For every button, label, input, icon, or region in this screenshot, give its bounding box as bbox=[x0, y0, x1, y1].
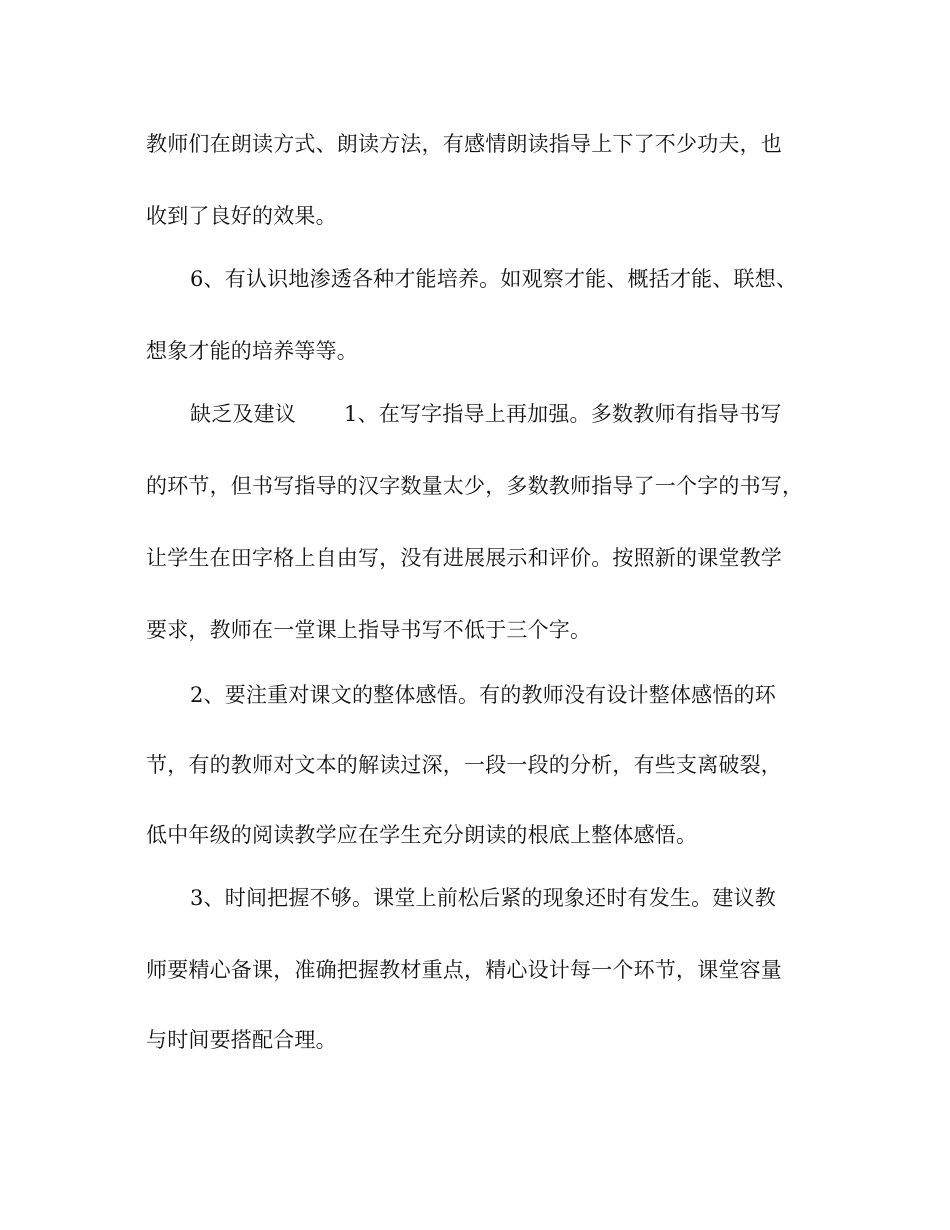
text-line: 让学生在田字格上自由写，没有进展展示和评价。按照新的课堂教学 bbox=[146, 546, 782, 570]
section-heading-line bbox=[190, 400, 782, 428]
text-line: 与时间要搭配合理。 bbox=[146, 1028, 337, 1052]
text-line: 想象才能的培养等等。 bbox=[146, 339, 358, 363]
section-heading: 缺乏及建议 bbox=[190, 402, 296, 426]
text-line: 节，有的教师对文本的解读过深，一段一段的分析，有些支离破裂， bbox=[146, 753, 782, 777]
text-line: 低中年级的阅读教学应在学生充分朗读的根底上整体感悟。 bbox=[146, 823, 698, 847]
text-line: 师要精心备课，准确把握教材重点，精心设计每一个环节，课堂容量 bbox=[146, 958, 782, 982]
text-line: 教师们在朗读方式、朗读方法，有感情朗读指导上下了不少功夫，也 bbox=[146, 132, 782, 156]
text-line: 要求，教师在一堂课上指导书写不低于三个字。 bbox=[146, 618, 592, 642]
text-line: 的环节，但书写指导的汉字数量太少，多数教师指导了一个字的书写， bbox=[146, 474, 804, 498]
suggestion-3-line: 3、时间把握不够。课堂上前松后紧的现象还时有发生。建议教 bbox=[190, 886, 776, 910]
paragraph-6-line: 6、有认识地渗透各种才能培养。如观察才能、概括才能、联想、 bbox=[190, 267, 798, 291]
suggestion-2-line: 2、要注重对课文的整体感悟。有的教师没有设计整体感悟的环 bbox=[190, 683, 776, 707]
text-line: 收到了良好的效果。 bbox=[146, 204, 337, 228]
suggestion-1-start: 1、在写字指导上再加强。多数教师有指导书写 bbox=[344, 402, 782, 426]
